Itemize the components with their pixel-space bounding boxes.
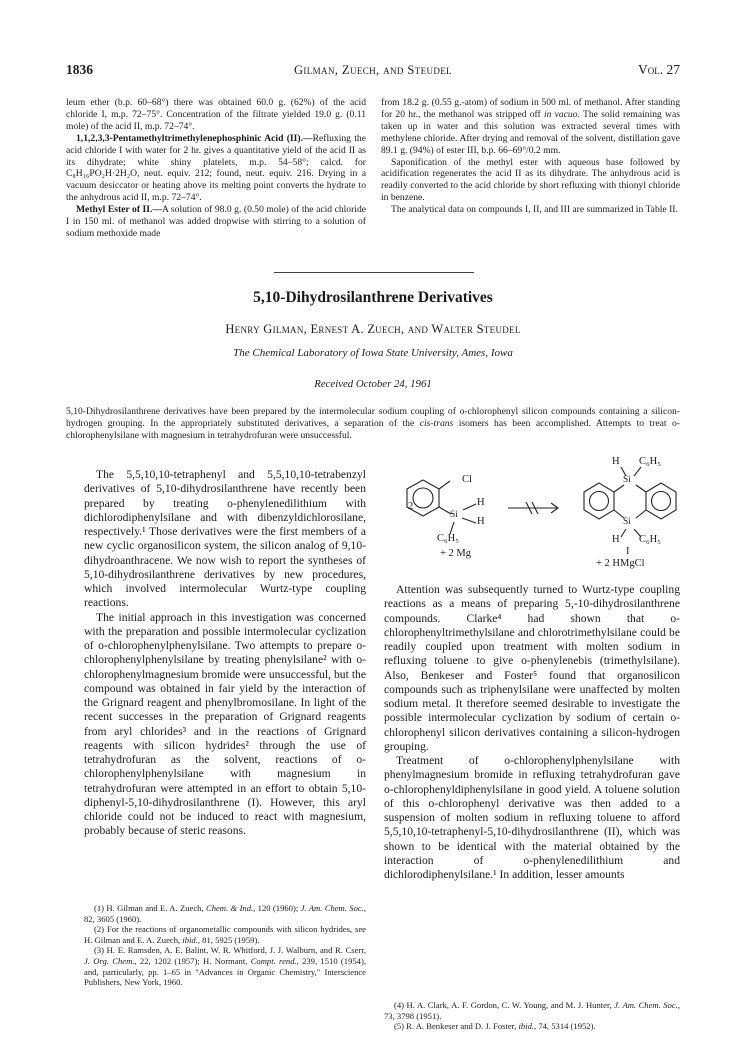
phenyl-label: C₆H₅: [639, 456, 661, 467]
footnote: [384, 1000, 680, 1021]
paragraph-text: Refluxing the acid chloride I with water for 2 hr. gives a quantitative yield of the acid II as its dihydrate; white shiny platelets, m.p. 54–58°; calcd. for C₈H₁₆PO₂H·2H₂O, neut. equiv. 212; found, neut. equiv. 216. Drying in a vacuum desiccator or heating above its melting point converts the hydrate to the anhydrous acid II, m.p. 72–74°.: [66, 132, 366, 204]
footnote-text: (5) R. A. Benkeser and D. J. Foster,: [394, 1021, 519, 1032]
footnote: [384, 1021, 680, 1032]
hydrogen-label: H: [477, 516, 485, 527]
received-date: Received October 24, 1961: [314, 378, 432, 390]
bond: [439, 481, 450, 489]
reaction-scheme: [390, 452, 690, 574]
italic-text: cis-trans: [419, 417, 454, 429]
italic-text: J. Am. Chem. Soc.: [300, 903, 364, 913]
left-body-column: [84, 468, 366, 839]
section-divider: [274, 272, 474, 273]
bond: [636, 510, 646, 518]
italic-text: Chem. & Ind.: [205, 903, 254, 913]
compound-number: I: [626, 546, 630, 557]
paragraph: Attention was subsequently turned to Wurtz-type coupling reactions as a means of preparing 5,-10-dihydrosilanthrene compounds. Clarke⁴ had shown that o-chlorophenyltrimethylsilane and chlorotrimethylsilane could be readily coupled upon treatment with molten sodium in refluxing toluene to give o-phenylenebis (trimethylsilane). Also, Benkeser and Foster⁵ found that organosilicon compounds such as triphenylsilane were unaffected by molten sodium metal. It therefore seemed desirable to investigate the possible intermolecular cyclization by sodium of certain o-chlorophenyl silicon derivatives containing a silicon-hydrogen grouping.: [384, 583, 680, 753]
author-affiliation: The Chemical Laboratory of Iowa State University, Ames, Iowa: [233, 347, 513, 359]
abstract: [66, 406, 680, 441]
aromatic-circle: [590, 492, 609, 511]
article-authors: Henry Gilman, Ernest A. Zuech, and Walter Steudel: [225, 322, 521, 336]
silicon-label: Si: [450, 510, 458, 520]
paragraph-text: A solution of 98.0 g. (0.50 mole) of the acid chloride I in 150 ml. of methanol was added dropwise with stirring to a solution of sodium methoxide made: [66, 204, 366, 239]
bond: [463, 504, 476, 510]
aromatic-circle: [413, 488, 433, 508]
hydrogen-label: H: [612, 534, 620, 545]
footnote: [84, 903, 366, 924]
left-footnotes: [84, 903, 366, 988]
top-right-column: [381, 97, 680, 216]
benzene-ring: [584, 483, 614, 519]
paragraph-text: from 18.2 g. (0.55 g.-atom) of sodium in 500 ml. of methanol. After standing for 20 hr., the methanol was stripped off: [381, 97, 680, 120]
paragraph-text: . The solid remaining was taken up in water and this solution was extracted several times with methylene chloride. After drying and removal of the solvent, distillation gave 89.1 g. (94%) of ester III, b.p. 66–69°/0.2 mm.: [381, 108, 680, 156]
footnote: [84, 945, 366, 987]
benzene-ring: [646, 483, 676, 519]
page-number: 1836: [66, 62, 93, 77]
volume-label: Vol. 27: [638, 62, 680, 77]
running-header: [66, 62, 680, 82]
section-heading: Methyl Ester of II.—: [76, 204, 162, 216]
silicon-label: Si: [623, 517, 631, 527]
paragraph: [381, 97, 680, 157]
footnote-text: , 81, 5925 (1959).: [197, 934, 260, 945]
italic-text: ibid.: [518, 1021, 535, 1032]
footnote-text: , 239, 1510 (1954), and, particularly, pp. 1–65 in "Advances in Organic Chemistry," Interscience Publishers, New York, 1960.: [84, 955, 366, 988]
paragraph: Saponification of the methyl ester with aqueous base followed by acidification regenerates the acid II as its dihydrate. The anhydrous acid is readily converted to the acid chloride by short refluxing with thionyl chloride in benzene.: [381, 156, 680, 204]
italic-text: J. Org. Chem.: [84, 955, 135, 966]
chlorine-label: Cl: [462, 474, 472, 485]
bond: [634, 467, 641, 476]
bond: [462, 518, 476, 523]
article-title: 5,10-Dihydrosilanthrene Derivatives: [253, 289, 493, 306]
paragraph: [66, 133, 366, 204]
bond: [636, 485, 646, 492]
footnote-text: (4) H. A. Clark, A. F. Gordon, C. W. Young, and M. J. Hunter,: [394, 1000, 615, 1010]
paragraph: Treatment of o-chlorophenylphenylsilane with phenylmagnesium bromide in refluxing tetrahydrofuran gave o-chlorophenyldiphenylsilane in good yield. A toluene solution of this o-chlorophenyl derivative was then added to a suspension of molten sodium in refluxing toluene to afford 5,5,10,10-tetraphenyl-5,10-dihydrosilanthrene (II), which was shown to be identical with the material obtained by the interaction of o-phenylenedilithium and dichlorodiphenylsilane.¹ In addition, lesser amounts: [384, 754, 680, 881]
top-left-column: [66, 97, 366, 240]
footnote-text: , 73, 3798 (1951).: [384, 1000, 680, 1021]
italic-text: J. Am. Chem. Soc.: [614, 1000, 678, 1010]
right-footnotes: [384, 1000, 680, 1032]
paragraph: The initial approach in this investigation was concerned with the preparation and possible intermolecular cyclization of o-chlorophenylphenylsilane. Two attempts to prepare o-chlorophenylphenylsilane by treating phenylsilane² with o-chlorophenylmagnesium bromide were unsuccessful, but the compound was obtained in fair yield by the interaction of the Grignard reagent and phenylbromosilane. In light of the recent successes in the preparation of Grignard reagents from aryl chlorides³ and in the reactions of Grignard reagents with silicon hydrides² through the use of tetrahydrofuran as the solvent, reactions of o-chlorophenylphenylsilane with magnesium in tetrahydrofuran were attempted in an effort to obtain 5,10-diphenyl-5,10-dihydrosilanthrene (I). However, this aryl chloride could not be induced to react with magnesium, probably because of steric reasons.: [84, 610, 366, 838]
bond: [614, 485, 624, 492]
italic-text: Compt. rend.: [250, 955, 297, 966]
footnote-text: , 22, 1202 (1957); H. Normant,: [134, 955, 251, 966]
italic-text: ibid.: [182, 934, 198, 945]
paragraph: The analytical data on compounds I, II, and III are summarized in Table II.: [391, 204, 678, 216]
hydrogen-label: H: [477, 497, 485, 508]
footnote-text: , 74, 5314 (1952).: [534, 1021, 596, 1032]
bond: [621, 529, 626, 537]
footnote-text: (3) H. E. Ramsden, A. E. Balint, W. R. Whitford, J. J. Walburn, and R. Cserr,: [94, 945, 366, 956]
paragraph: The 5,5,10,10-tetraphenyl and 5,5,10,10-tetrabenzyl derivatives of 5,10-dihydrosilanthrene have recently been prepared by treating o-phenylenedilithium with dichlorodiphenylsilane and with dibenzyldichlorosilane, respectively.¹ Those derivatives were the first members of a new cyclic organosilicon system, the silicon analog of 9,10-dihydroanthracene. We now wish to report the syntheses of 5,10-dihydrosilanthrene derivatives by new procedures, which involved intermolecular Wurtz-type coupling reactions.: [84, 468, 366, 610]
running-title: Gilman, Zuech, and Steudel: [293, 63, 453, 77]
italic-text: in vacuo: [543, 108, 578, 120]
section-heading: 1,1,2,3,3-Pentamethyltrimethylenephosphinic Acid (II).—: [76, 132, 313, 144]
byproduct-label: + 2 HMgCl: [596, 558, 645, 569]
right-body-column: [384, 583, 680, 882]
magnesium-reagent: + 2 Mg: [440, 548, 472, 559]
phenyl-label: C₆H₅: [437, 533, 459, 544]
stoichiometric-coefficient: 2: [408, 501, 414, 512]
silicon-label: Si: [623, 475, 631, 485]
abstract-text: isomers has been accomplished. Attempts to treat o-chlorophenylsilane with magnesium in tetrahydrofuran were unsuccessful.: [66, 417, 680, 441]
footnote: [84, 924, 366, 945]
abstract-text: 5,10-Dihydrosilanthrene derivatives have been prepared by the intermolecular sodium coupling of o-chlorophenyl silicon compounds containing a silicon-hydrogen grouping. In the appropriately substituted derivatives, a separation of the: [66, 406, 680, 429]
reaction-scheme-drawing: [390, 452, 690, 574]
footnote-text: , 82, 3605 (1960).: [84, 903, 366, 924]
footnote-text: (2) For the reactions of organometallic compounds with silicon hydrides, see H. Gilman and E. A. Zuech,: [84, 924, 366, 945]
aromatic-circle: [652, 492, 671, 511]
paragraph: leum ether (b.p. 60–68°) there was obtained 60.0 g. (62%) of the acid chloride I, m.p. 72–75°. Concentration of the filtrate yielded 19.0 g. (0.11 mole) of the acid II, m.p. 72–74°.: [66, 97, 366, 132]
footnote-text: (1) H. Gilman and E. A. Zuech,: [94, 903, 206, 913]
phenyl-label: C₆H₅: [639, 534, 661, 545]
paragraph: [66, 204, 366, 240]
hydrogen-label: H: [612, 456, 620, 467]
footnote-text: , 120 (1960);: [253, 903, 301, 913]
